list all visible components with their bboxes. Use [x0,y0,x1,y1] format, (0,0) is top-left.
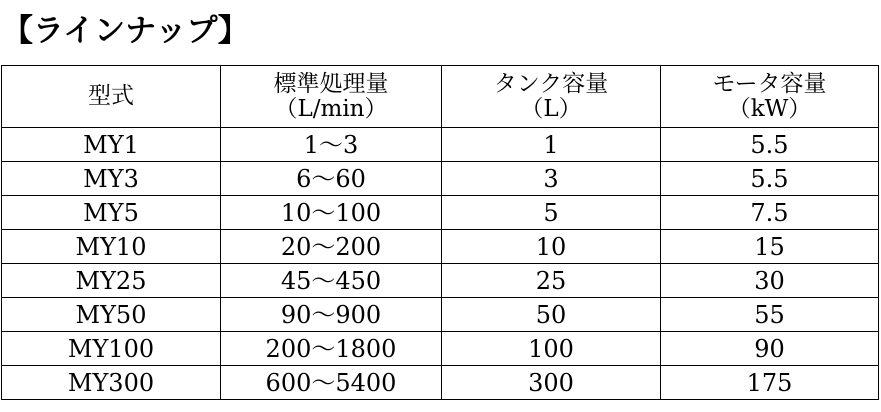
cell-model: MY50 [2,298,221,332]
header-motor-capacity-label: モータ容量 [712,70,827,97]
cell-motor-capacity: 55 [661,298,879,332]
cell-motor-capacity: 30 [661,264,879,298]
cell-motor-capacity: 5.5 [661,128,879,162]
cell-motor-capacity: 90 [661,332,879,366]
cell-flow-rate: 20～200 [221,230,442,264]
table-header [2,66,879,128]
table-row [2,196,879,230]
cell-tank-capacity: 5 [442,196,661,230]
cell-tank-capacity: 1 [442,128,661,162]
cell-tank-capacity: 100 [442,332,661,366]
cell-tank-capacity: 25 [442,264,661,298]
table-row [2,366,879,400]
cell-model: MY3 [2,162,221,196]
cell-flow-rate: 90～900 [221,298,442,332]
header-tank-capacity [442,66,661,128]
cell-model: MY1 [2,128,221,162]
header-flow-rate-unit: （L/min） [274,95,388,122]
cell-flow-rate: 6～60 [221,162,442,196]
cell-motor-capacity: 175 [661,366,879,400]
header-flow-rate-label: 標準処理量 [273,70,389,97]
header-motor-capacity-unit: （kW） [727,95,812,122]
cell-model: MY5 [2,196,221,230]
cell-tank-capacity: 300 [442,366,661,400]
cell-flow-rate: 600～5400 [221,366,442,400]
header-flow-rate [221,66,442,128]
table-row [2,162,879,196]
header-model [2,66,221,128]
cell-tank-capacity: 3 [442,162,661,196]
table-row [2,298,879,332]
lineup-table [1,65,879,400]
header-tank-capacity-label: タンク容量 [493,70,609,97]
page-title: 【ラインナップ】 [2,13,249,49]
cell-motor-capacity: 7.5 [661,196,879,230]
header-tank-capacity-unit: （L） [520,95,582,122]
cell-flow-rate: 10～100 [221,196,442,230]
table-row [2,332,879,366]
cell-motor-capacity: 5.5 [661,162,879,196]
cell-tank-capacity: 50 [442,298,661,332]
header-motor-capacity [661,66,879,128]
cell-model: MY10 [2,230,221,264]
cell-model: MY25 [2,264,221,298]
header-row [2,66,879,128]
table-row [2,128,879,162]
cell-model: MY100 [2,332,221,366]
header-model-label: 型式 [88,83,134,109]
table-body [2,128,879,400]
table-row [2,230,879,264]
cell-flow-rate: 1～3 [221,128,442,162]
cell-tank-capacity: 10 [442,230,661,264]
cell-model: MY300 [2,366,221,400]
cell-motor-capacity: 15 [661,230,879,264]
cell-flow-rate: 200～1800 [221,332,442,366]
cell-flow-rate: 45～450 [221,264,442,298]
table-row [2,264,879,298]
